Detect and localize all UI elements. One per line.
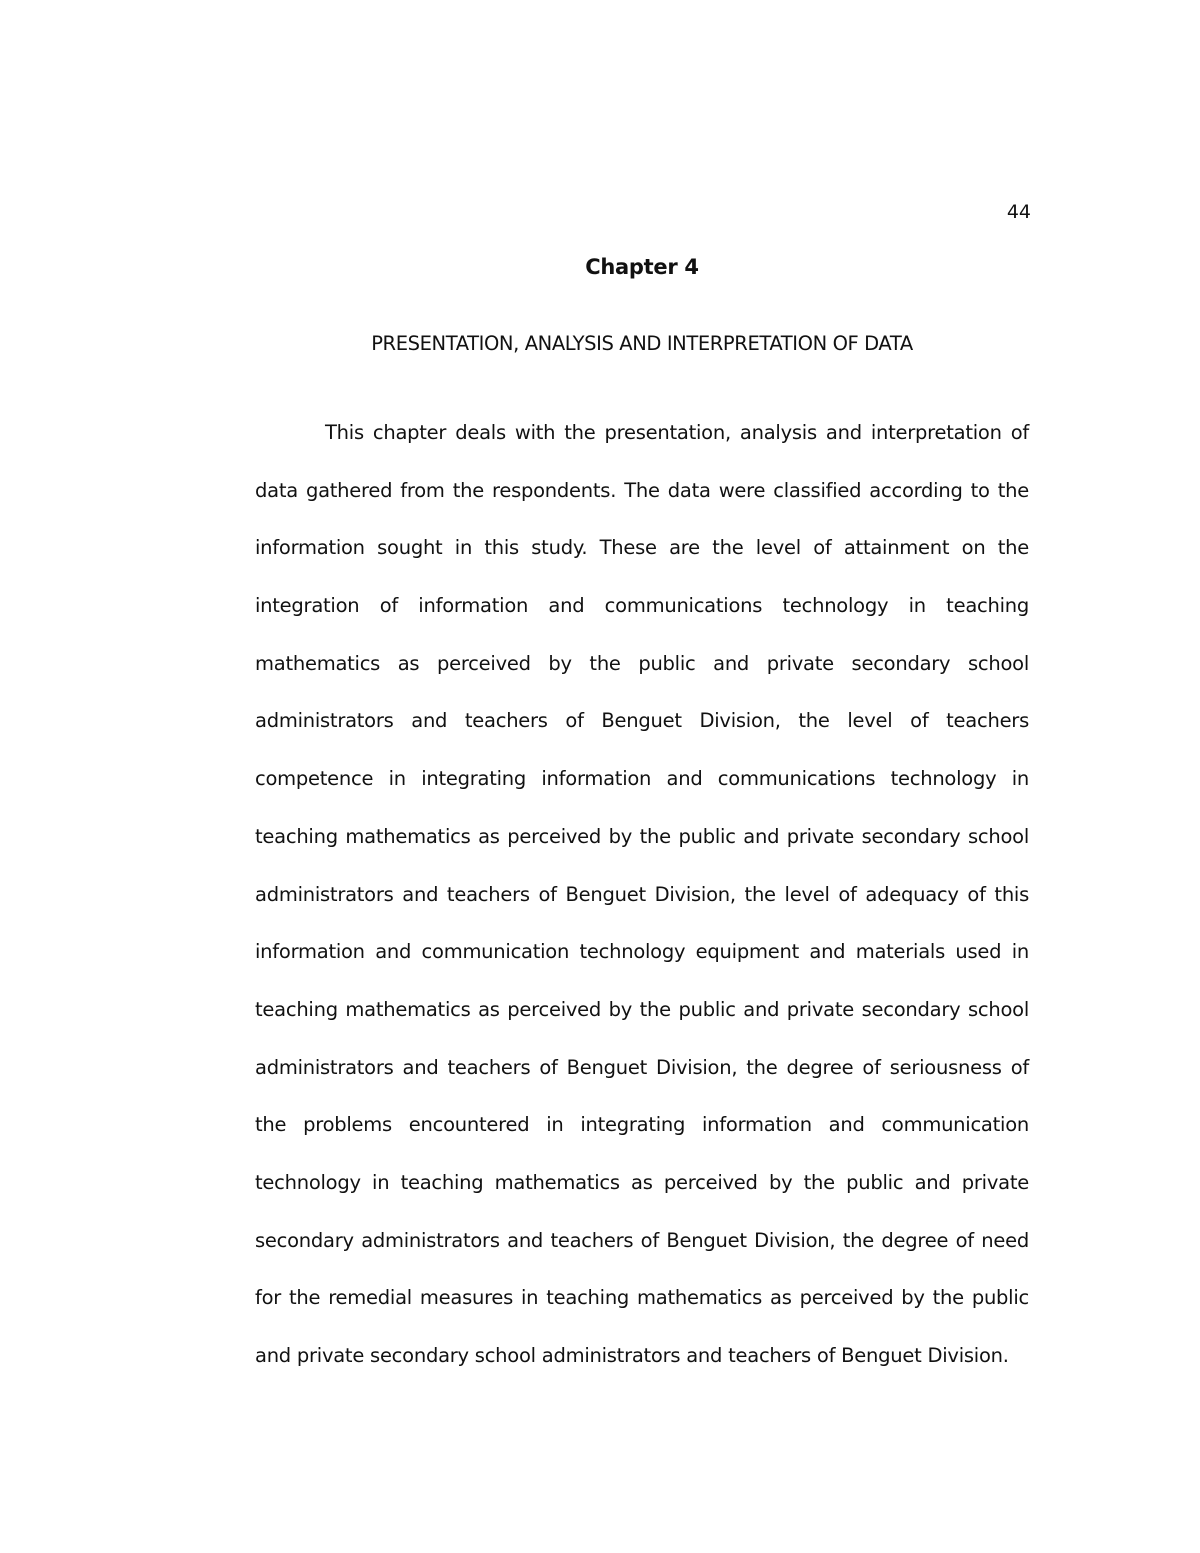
paragraph-line: administrators and teachers of Benguet Division, the level of adequacy of this bbox=[255, 882, 1029, 906]
paragraph-line: competence in integrating information and communications technology in bbox=[255, 767, 1029, 791]
paragraph-line: the problems encountered in integrating information and communication bbox=[255, 1113, 1029, 1137]
paragraph-line: administrators and teachers of Benguet Division, the level of teachers bbox=[255, 709, 1029, 733]
paragraph-line: This chapter deals with the presentation, analysis and interpretation of bbox=[325, 421, 1029, 444]
paragraph-line: technology in teaching mathematics as perceived by the public and private bbox=[255, 1170, 1029, 1194]
paragraph-line: data gathered from the respondents. The data were classified according to the bbox=[255, 478, 1029, 502]
paragraph-line: mathematics as perceived by the public and private secondary school bbox=[255, 651, 1029, 675]
paragraph-line: teaching mathematics as perceived by the public and private secondary school bbox=[255, 824, 1029, 848]
paragraph-line: integration of information and communications technology in teaching bbox=[255, 594, 1029, 618]
page-number: 44 bbox=[1006, 201, 1031, 223]
paragraph-line: information and communication technology equipment and materials used in bbox=[255, 940, 1029, 964]
paragraph-line: for the remedial measures in teaching mathematics as perceived by the public bbox=[255, 1286, 1029, 1310]
body-paragraph bbox=[255, 404, 1029, 1385]
paragraph-line: and private secondary school administrators and teachers of Benguet Division. bbox=[255, 1344, 1009, 1367]
paragraph-line: teaching mathematics as perceived by the public and private secondary school bbox=[255, 997, 1029, 1021]
section-title: PRESENTATION, ANALYSIS AND INTERPRETATION OF DATA bbox=[371, 332, 913, 355]
paragraph-line: administrators and teachers of Benguet Division, the degree of seriousness of bbox=[255, 1055, 1029, 1079]
paragraph-line: information sought in this study. These are the level of attainment on the bbox=[255, 536, 1029, 560]
paragraph-line: secondary administrators and teachers of Benguet Division, the degree of need bbox=[255, 1228, 1029, 1252]
chapter-heading: Chapter 4 bbox=[585, 255, 699, 279]
